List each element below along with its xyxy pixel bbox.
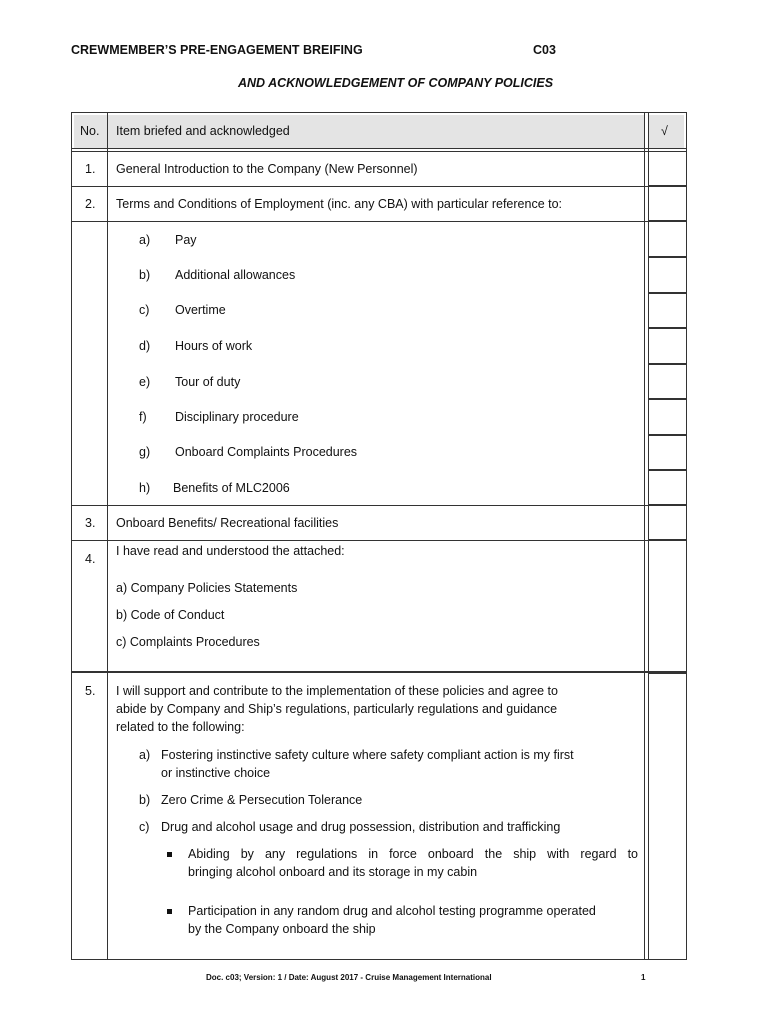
sub-item-letter: b) [139,268,151,282]
sub-item-text: Onboard Complaints Procedures [175,445,358,459]
header-check: √ [661,124,668,138]
sub-item-text: Hours of work [175,339,253,353]
row-text: General Introduction to the Company (New Personnel) [116,162,418,176]
sub-item-text: Pay [175,233,197,247]
sub-item-text: Drug and alcohol usage and drug possession, distribution and trafficking [161,820,561,834]
bullet-icon [167,909,172,914]
sub-item-letter: a) [139,748,151,762]
bullet-text-line: bringing alcohol onboard and its storage in my cabin [188,865,478,879]
sub-item-letter: a) [139,233,151,247]
sub-item-text: Overtime [175,303,226,317]
sub-item-letter: h) [139,481,151,495]
header-item: Item briefed and acknowledged [116,124,290,138]
bullet-text-line: Abiding by any regulations in force onboard the ship with regard to [188,847,638,861]
row-number: 1. [85,162,96,176]
row-number: 2. [85,197,96,211]
list-item: b) Code of Conduct [116,608,225,622]
sub-item-text: Benefits of MLC2006 [173,481,290,495]
sub-item-text: Additional allowances [175,268,296,282]
sub-item-letter: d) [139,339,151,353]
checkbox-2b[interactable] [648,257,687,293]
sub-item-letter: e) [139,375,151,389]
checkbox-2c[interactable] [648,293,687,328]
checkbox-row-5[interactable] [648,673,687,960]
checkbox-row-1[interactable] [648,151,687,186]
row-text-line: related to the following: [116,720,245,734]
row-number: 5. [85,684,96,698]
column-divider-no [107,112,108,960]
sub-item-text-line: Fostering instinctive safety culture where safety compliant action is my first [161,748,574,762]
bullet-text-line: by the Company onboard the ship [188,922,376,936]
checkbox-row-4[interactable] [648,540,687,672]
document-subtitle: AND ACKNOWLEDGEMENT OF COMPANY POLICIES [238,76,554,90]
checkbox-row-2[interactable] [648,186,687,221]
sub-item-letter: c) [139,820,150,834]
header-no: No. [80,124,100,138]
row-text: I have read and understood the attached: [116,544,345,558]
checkbox-2a[interactable] [648,221,687,257]
list-item: a) Company Policies Statements [116,581,298,595]
sub-item-text: Zero Crime & Persecution Tolerance [161,793,363,807]
row-number: 4. [85,552,96,566]
sub-item-letter: c) [139,303,150,317]
row-text-line: abide by Company and Ship’s regulations, particularly regulations and guidance [116,702,558,716]
checkbox-2d[interactable] [648,328,687,364]
checkbox-2g[interactable] [648,435,687,470]
row-text-line: I will support and contribute to the implementation of these policies and agree to [116,684,558,698]
footer-text: Doc. c03; Version: 1 / Date: August 2017 - Cruise Management International [206,973,492,982]
sub-item-text: Tour of duty [175,375,241,389]
list-item: c) Complaints Procedures [116,635,260,649]
checkbox-2h[interactable] [648,470,687,505]
checkbox-2f[interactable] [648,399,687,435]
sub-item-text-line: or instinctive choice [161,766,271,780]
document-code: C03 [533,43,556,57]
document-title: CREWMEMBER’S PRE-ENGAGEMENT BREIFING [71,43,363,57]
row-number: 3. [85,516,96,530]
bullet-text-line: Participation in any random drug and alcohol testing programme operated [188,904,596,918]
row-text: Terms and Conditions of Employment (inc. any CBA) with particular reference to: [116,197,563,211]
sub-item-letter: g) [139,445,151,459]
bullet-icon [167,852,172,857]
column-divider-check [644,112,645,960]
sub-item-letter: b) [139,793,151,807]
checkbox-row-3[interactable] [648,505,687,540]
row-text: Onboard Benefits/ Recreational facilities [116,516,339,530]
sub-item-letter: f) [139,410,147,424]
page-number: 1 [641,973,646,982]
sub-item-text: Disciplinary procedure [175,410,299,424]
checkbox-2e[interactable] [648,364,687,399]
